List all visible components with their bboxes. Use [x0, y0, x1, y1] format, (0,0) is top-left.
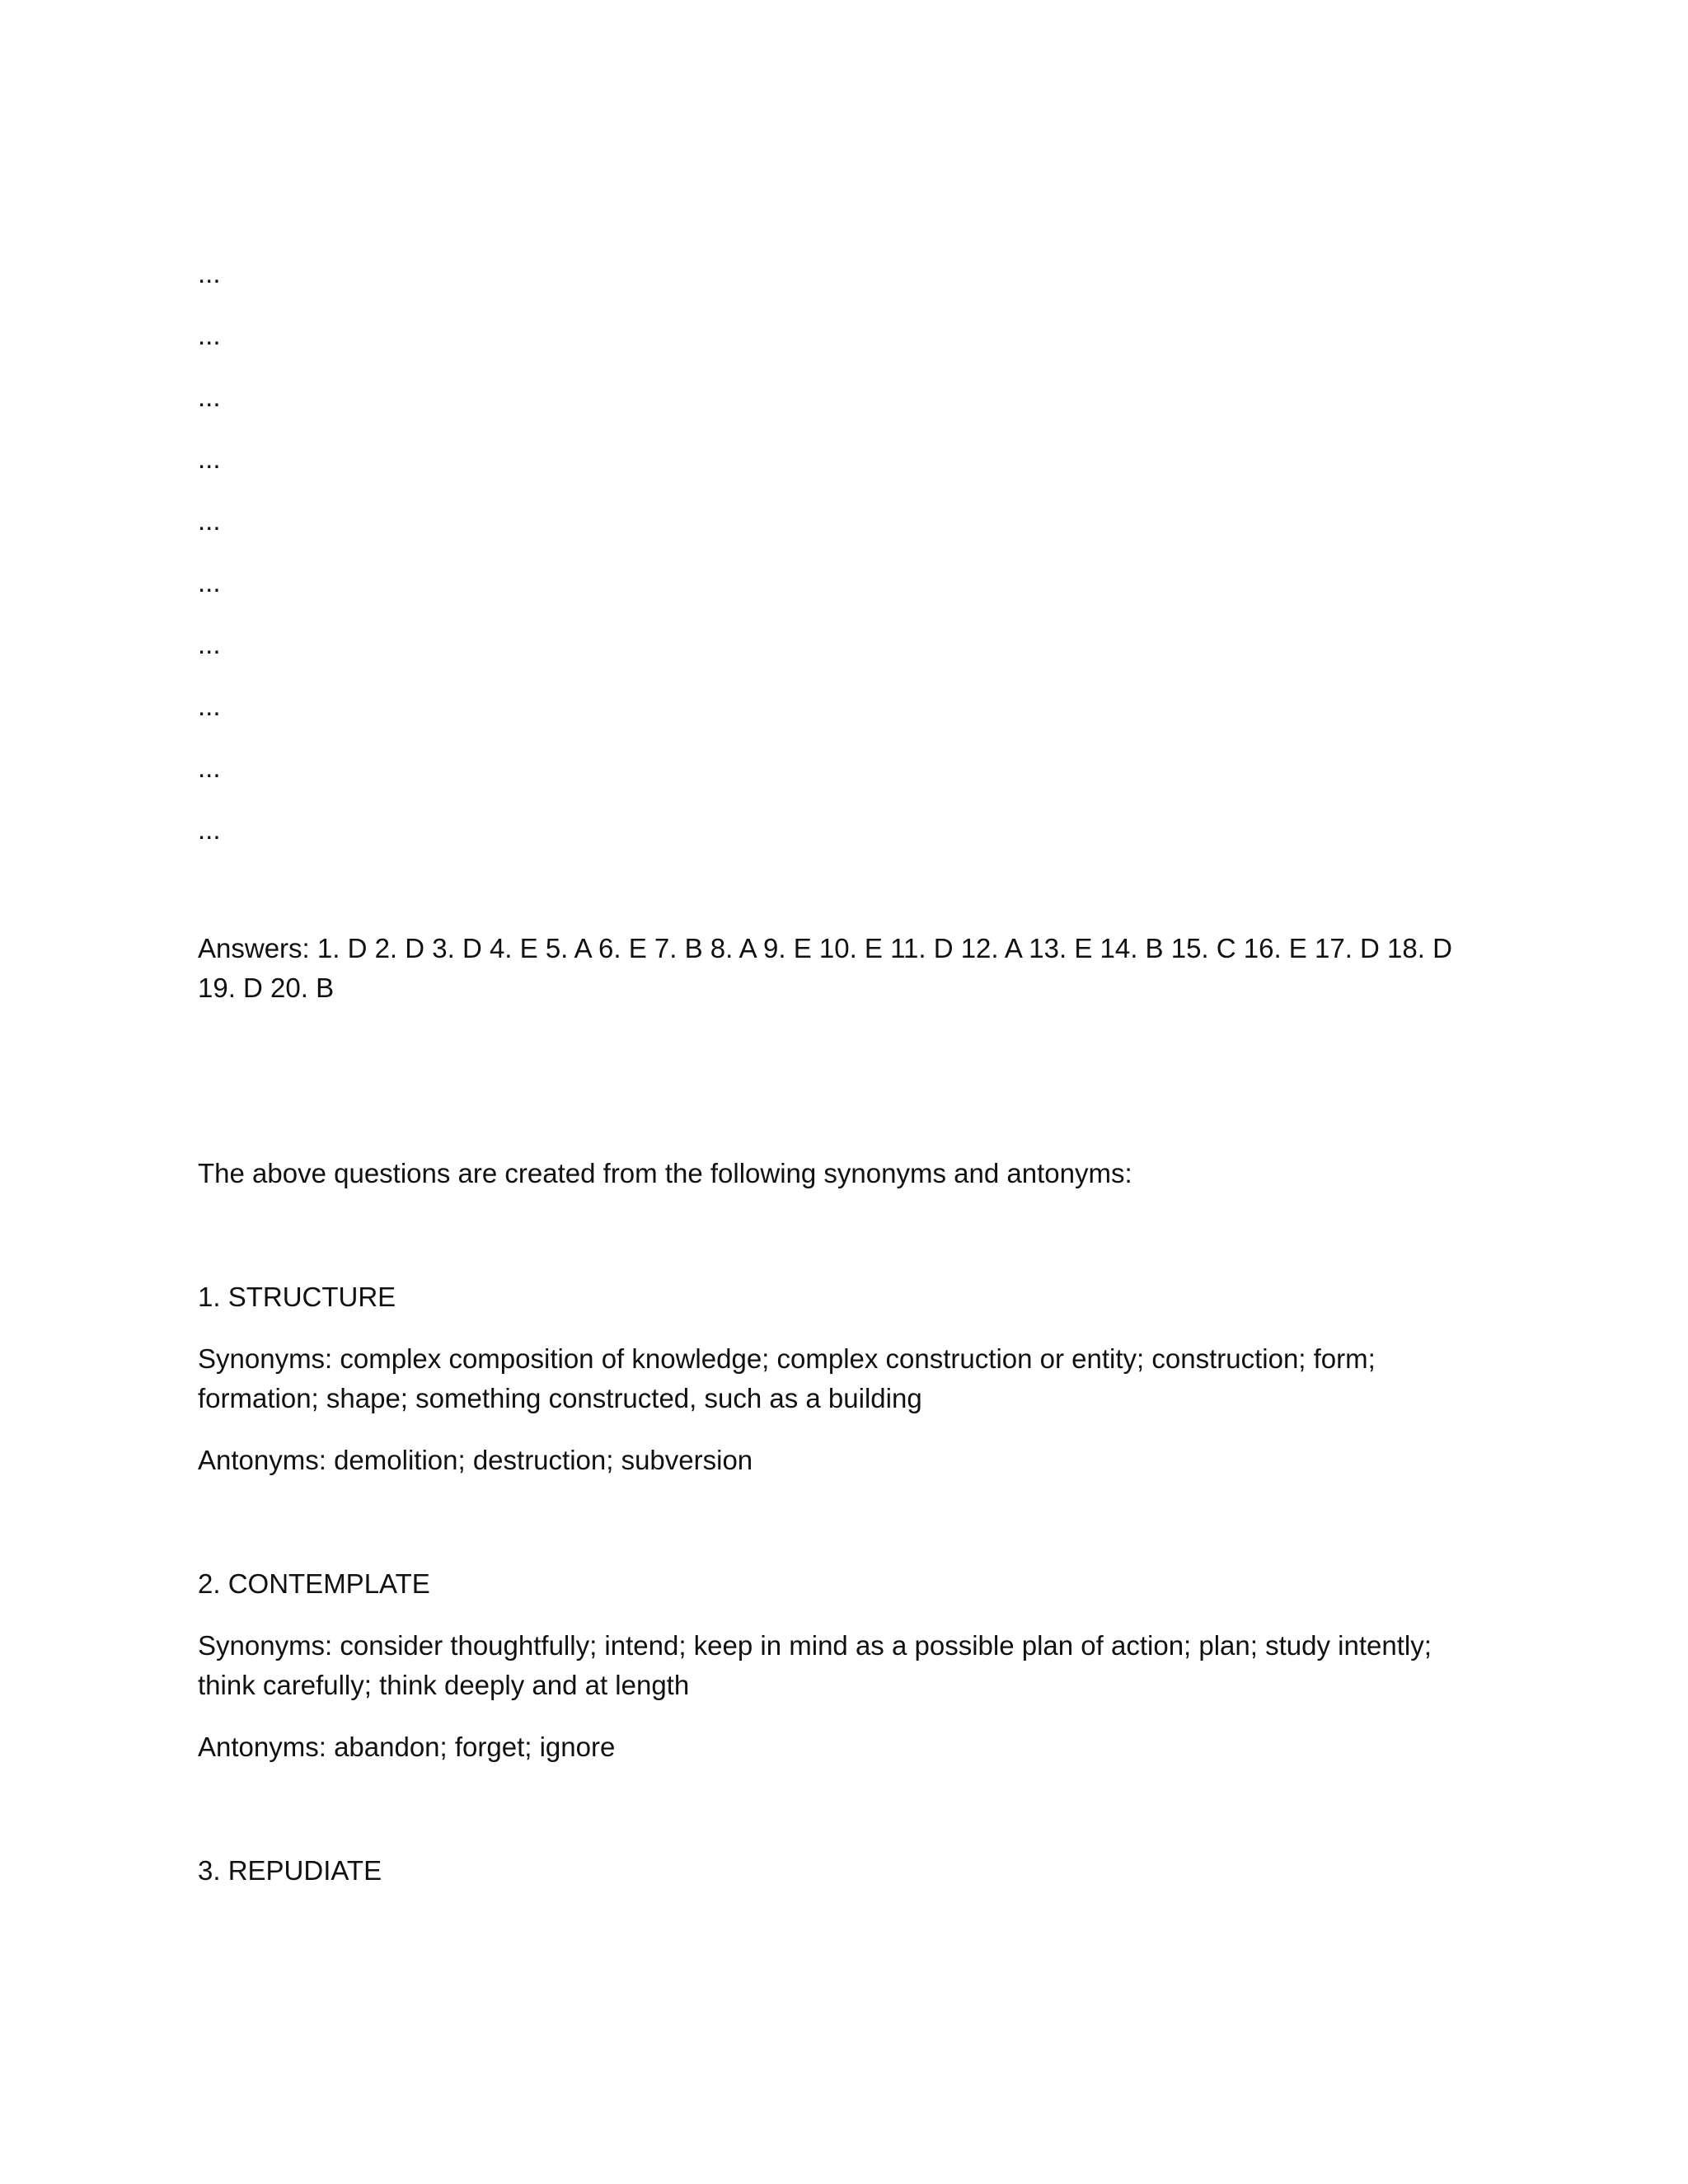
word-title: 1. STRUCTURE: [198, 1282, 396, 1312]
elided-question: ...: [198, 629, 221, 659]
elided-question: ...: [198, 505, 221, 536]
elided-question: ...: [198, 258, 221, 288]
elided-question: ...: [198, 814, 221, 845]
antonyms-text: Antonyms: demolition; destruction; subversion: [198, 1445, 753, 1475]
word-entry-contemplate: [198, 1564, 1484, 1767]
synonyms-text: Synonyms: consider thoughtfully; intend; keep in mind as a possible plan of action; plan; study intently; think carefully; think deeply and at length: [198, 1630, 1432, 1700]
elided-question: ...: [198, 443, 221, 474]
page-content: [198, 254, 1484, 1891]
antonyms-text: Antonyms: abandon; forget; ignore: [198, 1732, 616, 1762]
elided-question: ...: [198, 752, 221, 783]
word-entry-structure: [198, 1277, 1484, 1480]
word-title: 3. REPUDIATE: [198, 1855, 382, 1886]
elided-question: ...: [198, 382, 221, 412]
elided-question: ...: [198, 691, 221, 721]
word-entry-repudiate: [198, 1851, 1484, 1891]
elided-question: ...: [198, 567, 221, 598]
answer-key: Answers: 1. D 2. D 3. D 4. E 5. A 6. E 7. B 8. A 9. E 10. E 11. D 12. A 13. E 14. B 15. C 16. E 17. D 18. D 19. D 20. B: [198, 933, 1452, 1003]
intro-paragraph: The above questions are created from the following synonyms and antonyms:: [198, 1158, 1132, 1188]
word-title: 2. CONTEMPLATE: [198, 1568, 430, 1599]
elided-questions-list: [198, 254, 1484, 850]
elided-question: ...: [198, 320, 221, 350]
synonyms-text: Synonyms: complex composition of knowledge; complex construction or entity; construction; form; formation; shape; something constructed, such as a building: [198, 1343, 1376, 1413]
